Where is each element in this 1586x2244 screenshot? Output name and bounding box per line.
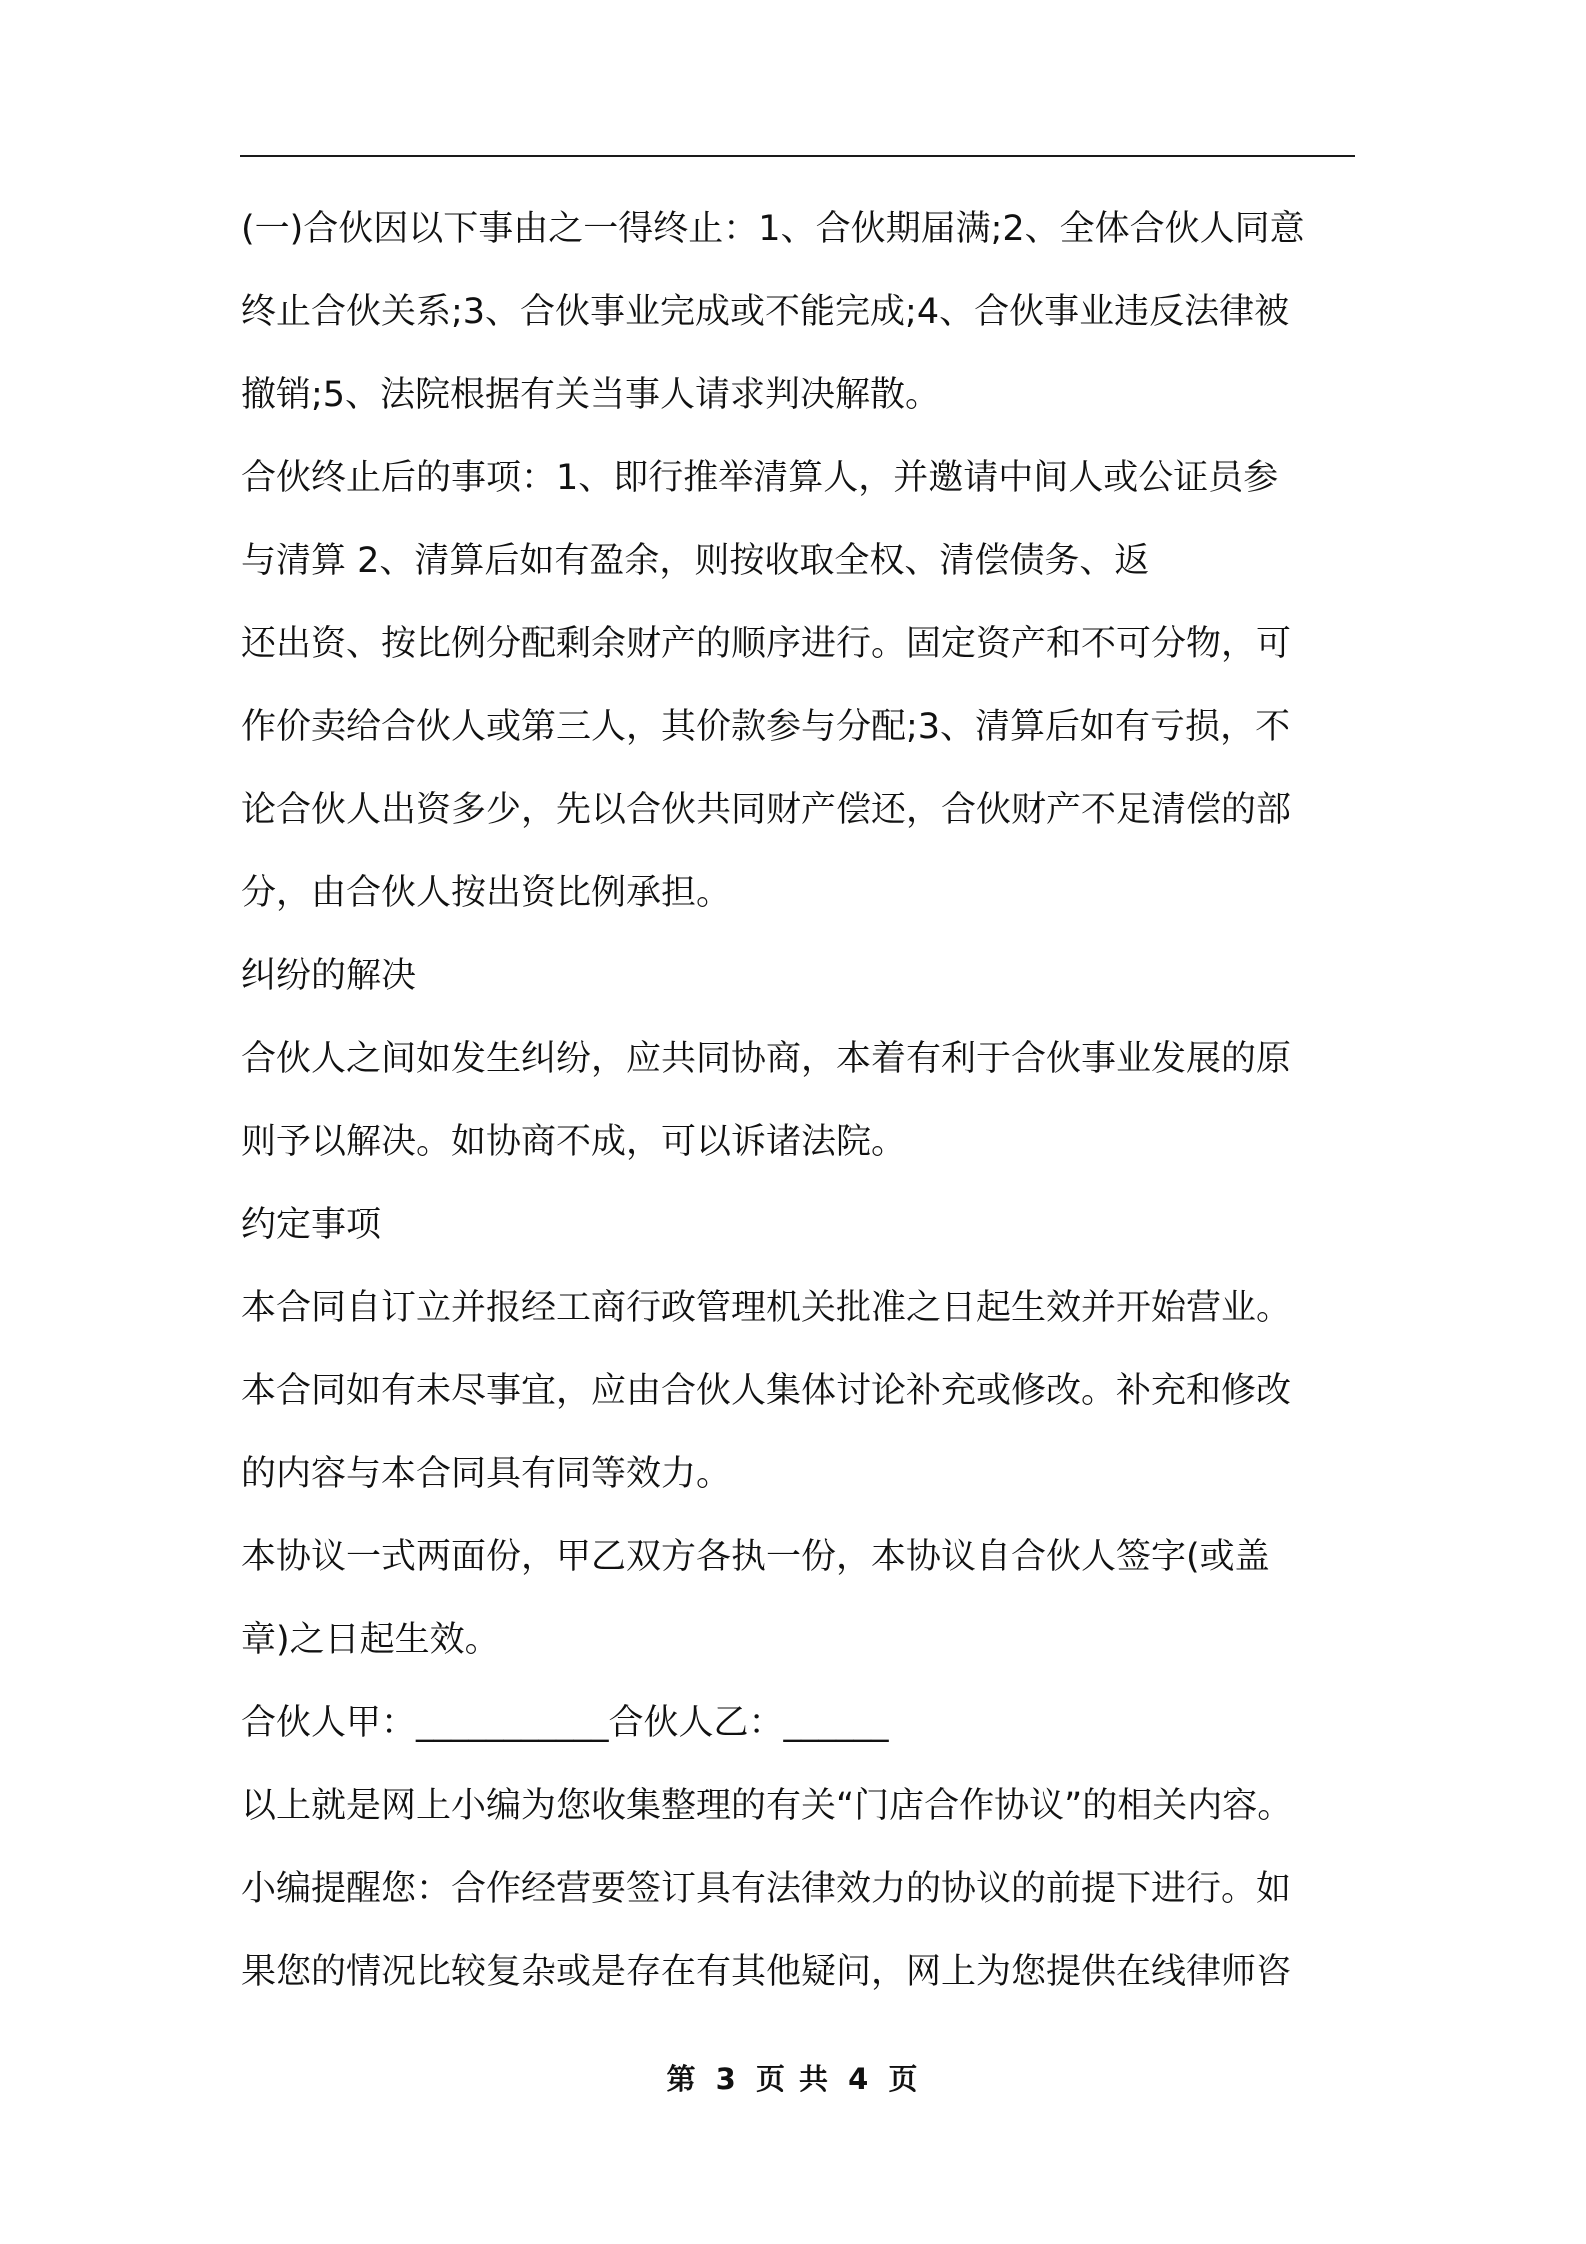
signature-line: 合伙人甲：___________合伙人乙：______ (241, 1703, 889, 1743)
text-line-22: 果您的情况比较复杂或是存在有其他疑问，网上为您提供在线律师咨 (241, 1952, 1292, 1992)
text-line-4: 合伙终止后的事项：1、即行推举清算人，并邀请中间人或公证员参 (241, 458, 1279, 498)
page-footer (0, 2057, 1586, 2098)
text-line-12: 则予以解决。如协商不成，可以诉诸法院。 (241, 1122, 907, 1162)
footer-prefix: 第 (666, 2062, 698, 2096)
text-line-9: 分，由合伙人按出资比例承担。 (241, 873, 732, 913)
section-heading-dispute: 纠纷的解决 (241, 956, 417, 996)
footer-suffix: 页 (888, 2062, 920, 2096)
header-divider (240, 155, 1355, 157)
text-line-3: 撤销;5、法院根据有关当事人请求判决解散。 (241, 375, 941, 415)
footer-total-pages: 4 (848, 2062, 871, 2096)
text-line-6: 还出资、按比例分配剩余财产的顺序进行。固定资产和不可分物，可 (241, 624, 1292, 664)
footer-middle: 页 共 (755, 2062, 831, 2096)
text-line-2: 终止合伙关系;3、合伙事业完成或不能完成;4、合伙事业违反法律被 (241, 292, 1290, 332)
footer-current-page: 3 (715, 2062, 738, 2096)
text-line-8: 论合伙人出资多少，先以合伙共同财产偿还，合伙财产不足清偿的部 (241, 790, 1292, 830)
text-line-14: 本合同自订立并报经工商行政管理机关批准之日起生效并开始营业。 (241, 1288, 1292, 1328)
text-line-15: 本合同如有未尽事宜，应由合伙人集体讨论补充或修改。补充和修改 (241, 1371, 1292, 1411)
text-line-21: 小编提醒您：合作经营要签订具有法律效力的协议的前提下进行。如 (241, 1869, 1292, 1909)
section-heading-agreed-matters: 约定事项 (241, 1205, 382, 1245)
text-line-17: 本协议一式两面份，甲乙双方各执一份，本协议自合伙人签字(或盖 (241, 1537, 1270, 1577)
text-line-16: 的内容与本合同具有同等效力。 (241, 1454, 732, 1494)
text-line-11: 合伙人之间如发生纠纷，应共同协商，本着有利于合伙事业发展的原 (241, 1039, 1292, 1079)
text-line-20: 以上就是网上小编为您收集整理的有关“门店合作协议”的相关内容。 (241, 1786, 1293, 1826)
text-line-7: 作价卖给合伙人或第三人，其价款参与分配;3、清算后如有亏损，不 (241, 707, 1291, 747)
text-line-5: 与清算 2、清算后如有盈余，则按收取全权、清偿债务、返 (241, 541, 1150, 581)
text-line-18: 章)之日起生效。 (241, 1620, 500, 1660)
text-line-1: (一)合伙因以下事由之一得终止：1、合伙期届满;2、全体合伙人同意 (241, 209, 1305, 249)
